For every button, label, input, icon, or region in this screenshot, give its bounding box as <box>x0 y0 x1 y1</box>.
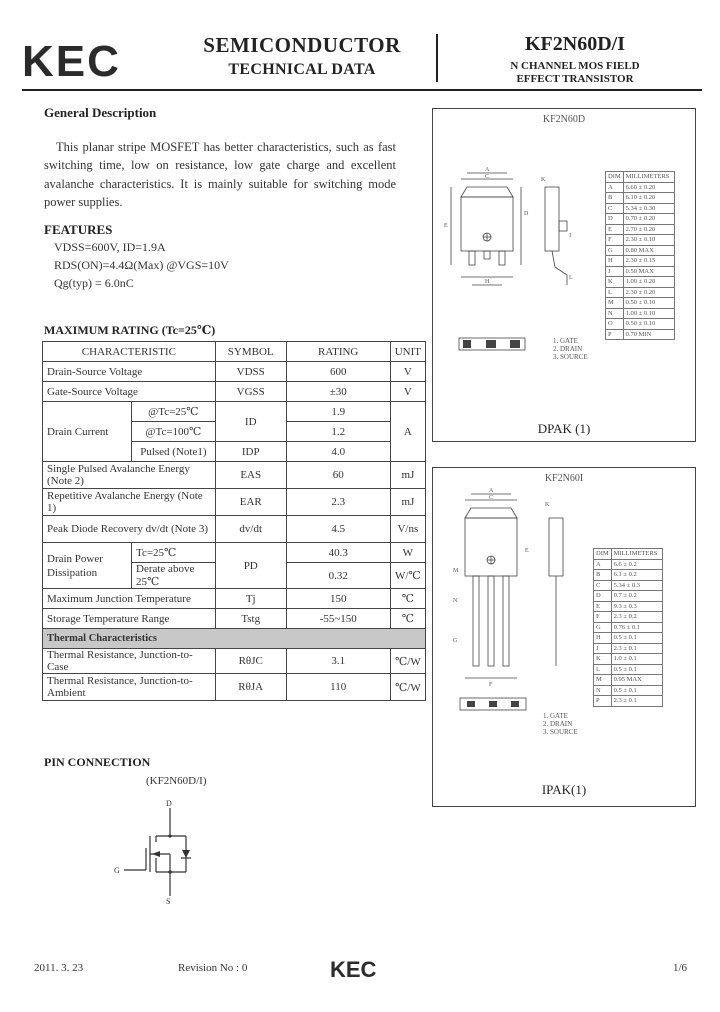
cell: V/ns <box>390 516 425 543</box>
svg-text:KEC: KEC <box>22 37 121 86</box>
table-row <box>594 559 663 570</box>
footer-logo-text: KEC <box>330 957 377 982</box>
cell: RθJA <box>215 674 286 701</box>
col-unit: UNIT <box>390 342 425 362</box>
dim-code: O <box>606 319 624 330</box>
dim-code: P <box>594 696 612 707</box>
cell-text: Dissipation <box>47 566 98 579</box>
ipak-package-box <box>432 467 696 807</box>
cell: EAR <box>215 489 286 516</box>
table-row <box>43 609 426 629</box>
table-row <box>594 654 663 665</box>
col-symbol: SYMBOL <box>215 342 286 362</box>
cell: W/℃ <box>390 563 425 589</box>
table-row <box>594 675 663 686</box>
cell: 40.3 <box>286 543 390 563</box>
cell: ±30 <box>286 382 390 402</box>
cell: A <box>390 402 425 462</box>
device-description <box>470 60 680 86</box>
dim-value: 1.00 ± 0.20 <box>623 277 674 288</box>
ipak-source: 3. SOURCE <box>543 728 578 736</box>
header-subtitle: TECHNICAL DATA <box>228 61 376 78</box>
cell: EAS <box>215 462 286 489</box>
svg-text:A: A <box>485 167 490 173</box>
dim-value: 6.1 ± 0.2 <box>611 570 662 581</box>
rating-heading: MAXIMUM RATING (Tc=25℃) <box>44 323 216 337</box>
cell: VGSS <box>215 382 286 402</box>
dpak-source: 3. SOURCE <box>553 353 588 361</box>
table-row <box>43 516 426 543</box>
dim-code: G <box>594 622 612 633</box>
table-row <box>606 182 675 193</box>
dim-code: B <box>594 570 612 581</box>
table-row <box>43 362 426 382</box>
dim-value: 0.5 ± 0.1 <box>611 664 662 675</box>
dim-code: E <box>594 601 612 612</box>
mosfet-symbol <box>110 796 210 906</box>
cell: Single Pulsed Avalanche Energy (Note 2) <box>43 462 216 489</box>
table-row <box>594 622 663 633</box>
svg-text:E: E <box>525 548 529 554</box>
table-row <box>594 664 663 675</box>
dim-code: F <box>606 235 624 246</box>
general-text: This planar stripe MOSFET has better characteristics, such as fast switching time, low on resistance, low gate charge and excellent avalanche characteristics. It is mainly suitable for switching mode power supplies. <box>44 140 396 210</box>
dim-code: G <box>606 245 624 256</box>
table-row <box>606 329 675 340</box>
table-row <box>606 203 675 214</box>
dim-value: 0.50 ± 0.10 <box>623 298 674 309</box>
dim-value: 0.5 ± 0.1 <box>611 633 662 644</box>
svg-text:N: N <box>453 598 458 604</box>
cell: 4.5 <box>286 516 390 543</box>
table-row <box>606 172 675 183</box>
dpak-gate: 1. GATE <box>553 337 578 345</box>
dim-code: DIM <box>594 549 612 560</box>
dim-code: D <box>594 591 612 602</box>
footer-page: 1/6 <box>673 962 688 974</box>
col-characteristic: CHARACTERISTIC <box>43 342 216 362</box>
pin-part: (KF2N60D/I) <box>146 775 207 787</box>
table-row <box>606 287 675 298</box>
table-row <box>43 589 426 609</box>
cell-text: Drain Power <box>47 552 103 565</box>
table-row <box>606 256 675 267</box>
dim-code: M <box>594 675 612 686</box>
table-row <box>43 382 426 402</box>
dim-code: L <box>594 664 612 675</box>
table-row <box>594 549 663 560</box>
feature-3: Qg(typ) = 6.0nC <box>54 276 134 290</box>
cell: IDP <box>215 442 286 462</box>
cell: 150 <box>286 589 390 609</box>
dim-value: 0.95 MAX <box>611 675 662 686</box>
header-rule <box>22 89 702 91</box>
dim-code: H <box>606 256 624 267</box>
features-heading: FEATURES <box>44 222 113 237</box>
dim-value: 2.30 ± 0.10 <box>623 235 674 246</box>
dim-value: 5.34 ± 0.3 <box>611 580 662 591</box>
table-row <box>43 402 426 422</box>
cell: ℃/W <box>390 649 425 674</box>
dim-value: 0.70 ± 0.20 <box>623 214 674 225</box>
dim-value: 6.6 ± 0.2 <box>611 559 662 570</box>
dim-code: A <box>594 559 612 570</box>
general-heading: General Description <box>44 105 157 120</box>
dim-value: 2.3 ± 0.1 <box>611 643 662 654</box>
table-row <box>594 612 663 623</box>
table-row <box>43 629 426 649</box>
dpak-name: KF2N60D <box>542 114 586 125</box>
svg-text:J: J <box>569 233 572 239</box>
table-row <box>594 633 663 644</box>
dim-code: L <box>606 287 624 298</box>
cell: mJ <box>390 489 425 516</box>
cell: Tc=25℃ <box>132 543 216 563</box>
table-row <box>606 277 675 288</box>
dim-value: 1.00 ± 0.10 <box>623 308 674 319</box>
dim-value: 1.0 ± 0.1 <box>611 654 662 665</box>
cell: @Tc=25℃ <box>132 402 216 422</box>
cell: Thermal Resistance, Junction-to-Case <box>43 649 216 674</box>
dim-value: 0.76 ± 0.1 <box>611 622 662 633</box>
cell: 3.1 <box>286 649 390 674</box>
feature-1: VDSS=600V, ID=1.9A <box>54 240 166 254</box>
cell: V <box>390 362 425 382</box>
dim-code: B <box>606 193 624 204</box>
table-row <box>606 308 675 319</box>
dim-code: D <box>606 214 624 225</box>
dpak-package-box <box>432 108 696 442</box>
cell: ID <box>215 402 286 442</box>
dim-value: 0.7 ± 0.2 <box>611 591 662 602</box>
pin-s: S <box>166 897 171 906</box>
desc-line-2: EFFECT TRANSISTOR <box>516 73 634 85</box>
dim-value: 6.60 ± 0.20 <box>623 182 674 193</box>
rating-table <box>42 341 426 701</box>
dim-value: 6.10 ± 0.20 <box>623 193 674 204</box>
cell: Drain Current <box>43 402 132 462</box>
pin-d: D <box>166 799 172 808</box>
ipak-label: IPAK(1) <box>541 782 587 797</box>
dpak-dimension-table <box>605 171 675 340</box>
svg-text:F: F <box>489 682 493 688</box>
table-row <box>606 224 675 235</box>
dim-code: M <box>606 298 624 309</box>
svg-text:E: E <box>444 223 448 229</box>
dim-code: N <box>606 308 624 319</box>
table-row <box>43 649 426 674</box>
table-row <box>594 643 663 654</box>
dpak-pin-legend <box>553 337 588 361</box>
cell: 2.3 <box>286 489 390 516</box>
dim-value: 0.80 MAX <box>623 245 674 256</box>
cell: Gate-Source Voltage <box>43 382 216 402</box>
cell: Drain-Source Voltage <box>43 362 216 382</box>
svg-text:H: H <box>485 279 490 285</box>
svg-text:G: G <box>453 638 458 644</box>
cell: Tj <box>215 589 286 609</box>
dpak-drawing <box>441 167 601 307</box>
dim-value: 2.30 ± 0.20 <box>623 287 674 298</box>
footer-date: 2011. 3. 23 <box>34 962 84 974</box>
table-row <box>43 342 426 362</box>
thermal-heading: Thermal Characteristics <box>43 629 426 649</box>
desc-line-1: N CHANNEL MOS FIELD <box>510 60 640 72</box>
svg-text:C: C <box>489 495 494 501</box>
dim-value: 9.3 ± 0.3 <box>611 601 662 612</box>
cell: 60 <box>286 462 390 489</box>
cell: Pulsed (Note1) <box>132 442 216 462</box>
dim-code: DIM <box>606 172 624 183</box>
ipak-gate: 1. GATE <box>543 712 568 720</box>
ipak-footprint <box>459 694 527 714</box>
dpak-drain: 2. DRAIN <box>553 345 583 353</box>
cell: Maximum Junction Temperature <box>43 589 216 609</box>
dim-code: F <box>594 612 612 623</box>
dpak-label: DPAK (1) <box>537 421 591 436</box>
cell: ℃/W <box>390 674 425 701</box>
ipak-drawing <box>445 488 595 688</box>
cell: VDSS <box>215 362 286 382</box>
table-row <box>606 319 675 330</box>
cell: W <box>390 543 425 563</box>
dim-code: N <box>594 685 612 696</box>
dim-code: J <box>606 266 624 277</box>
part-number: KF2N60D/I <box>525 33 625 55</box>
cell: mJ <box>390 462 425 489</box>
table-row <box>43 462 426 489</box>
dim-value: 2.3 ± 0.1 <box>611 696 662 707</box>
dim-code: C <box>594 580 612 591</box>
table-row <box>594 591 663 602</box>
dim-value: 2.70 ± 0.20 <box>623 224 674 235</box>
dim-code: H <box>594 633 612 644</box>
cell: RθJC <box>215 649 286 674</box>
cell: Repetitive Avalanche Energy (Note 1) <box>43 489 216 516</box>
ipak-dimension-table <box>593 548 663 707</box>
dim-code: E <box>606 224 624 235</box>
cell: ℃ <box>390 609 425 629</box>
table-row <box>594 570 663 581</box>
table-row <box>606 266 675 277</box>
table-row <box>594 696 663 707</box>
header-title: SEMICONDUCTOR <box>203 33 401 57</box>
col-rating: RATING <box>286 342 390 362</box>
table-row <box>43 489 426 516</box>
svg-text:D: D <box>524 211 529 217</box>
table-row <box>606 193 675 204</box>
cell: PD <box>215 543 286 589</box>
cell: Peak Diode Recovery dv/dt (Note 3) <box>43 516 216 543</box>
cell: @Tc=100℃ <box>132 422 216 442</box>
pin-heading: PIN CONNECTION <box>44 755 151 769</box>
cell: 1.9 <box>286 402 390 422</box>
dim-code: C <box>606 203 624 214</box>
cell: 4.0 <box>286 442 390 462</box>
dim-code: K <box>594 654 612 665</box>
ipak-pin-legend <box>543 712 578 736</box>
table-row <box>606 298 675 309</box>
cell: V <box>390 382 425 402</box>
header-divider <box>436 34 438 82</box>
dim-value: 2.30 ± 0.15 <box>623 256 674 267</box>
dim-value: 0.70 MIN <box>623 329 674 340</box>
cell: 0.32 <box>286 563 390 589</box>
svg-text:K: K <box>541 177 546 183</box>
svg-text:K: K <box>545 502 550 508</box>
cell: 1.2 <box>286 422 390 442</box>
cell: ℃ <box>390 589 425 609</box>
dpak-footprint <box>458 333 526 355</box>
dim-code: P <box>606 329 624 340</box>
dim-value: 0.50 ± 0.10 <box>623 319 674 330</box>
dim-code: K <box>606 277 624 288</box>
dim-value: MILLIMETERS <box>611 549 662 560</box>
cell: dv/dt <box>215 516 286 543</box>
feature-2: RDS(ON)=4.4Ω(Max) @VGS=10V <box>54 258 229 272</box>
cell: Thermal Resistance, Junction-to-Ambient <box>43 674 216 701</box>
cell: Derate above 25℃ <box>132 563 216 589</box>
ipak-name: KF2N60I <box>544 473 584 484</box>
table-row <box>606 214 675 225</box>
dim-code: J <box>594 643 612 654</box>
cell: 110 <box>286 674 390 701</box>
cell <box>43 543 132 589</box>
svg-text:M: M <box>453 568 459 574</box>
cell: Storage Temperature Range <box>43 609 216 629</box>
table-row <box>594 580 663 591</box>
pin-g: G <box>114 866 120 875</box>
cell: Tstg <box>215 609 286 629</box>
ipak-drain: 2. DRAIN <box>543 720 573 728</box>
table-row <box>606 235 675 246</box>
dim-value: 0.50 MAX <box>623 266 674 277</box>
table-row <box>594 601 663 612</box>
table-row <box>43 543 426 563</box>
dim-value: 0.5 ± 0.1 <box>611 685 662 696</box>
dim-value: 2.3 ± 0.2 <box>611 612 662 623</box>
kec-logo <box>22 37 134 86</box>
table-row <box>43 674 426 701</box>
svg-text:A: A <box>489 488 494 494</box>
svg-text:L: L <box>569 275 573 281</box>
footer-revision: Revision No : 0 <box>178 962 248 974</box>
table-row <box>606 245 675 256</box>
dim-value: MILLIMETERS <box>623 172 674 183</box>
dim-value: 5.34 ± 0.30 <box>623 203 674 214</box>
table-row <box>594 685 663 696</box>
cell: 600 <box>286 362 390 382</box>
footer-logo <box>330 958 390 980</box>
cell: -55~150 <box>286 609 390 629</box>
dim-code: A <box>606 182 624 193</box>
svg-text:C: C <box>485 174 490 180</box>
